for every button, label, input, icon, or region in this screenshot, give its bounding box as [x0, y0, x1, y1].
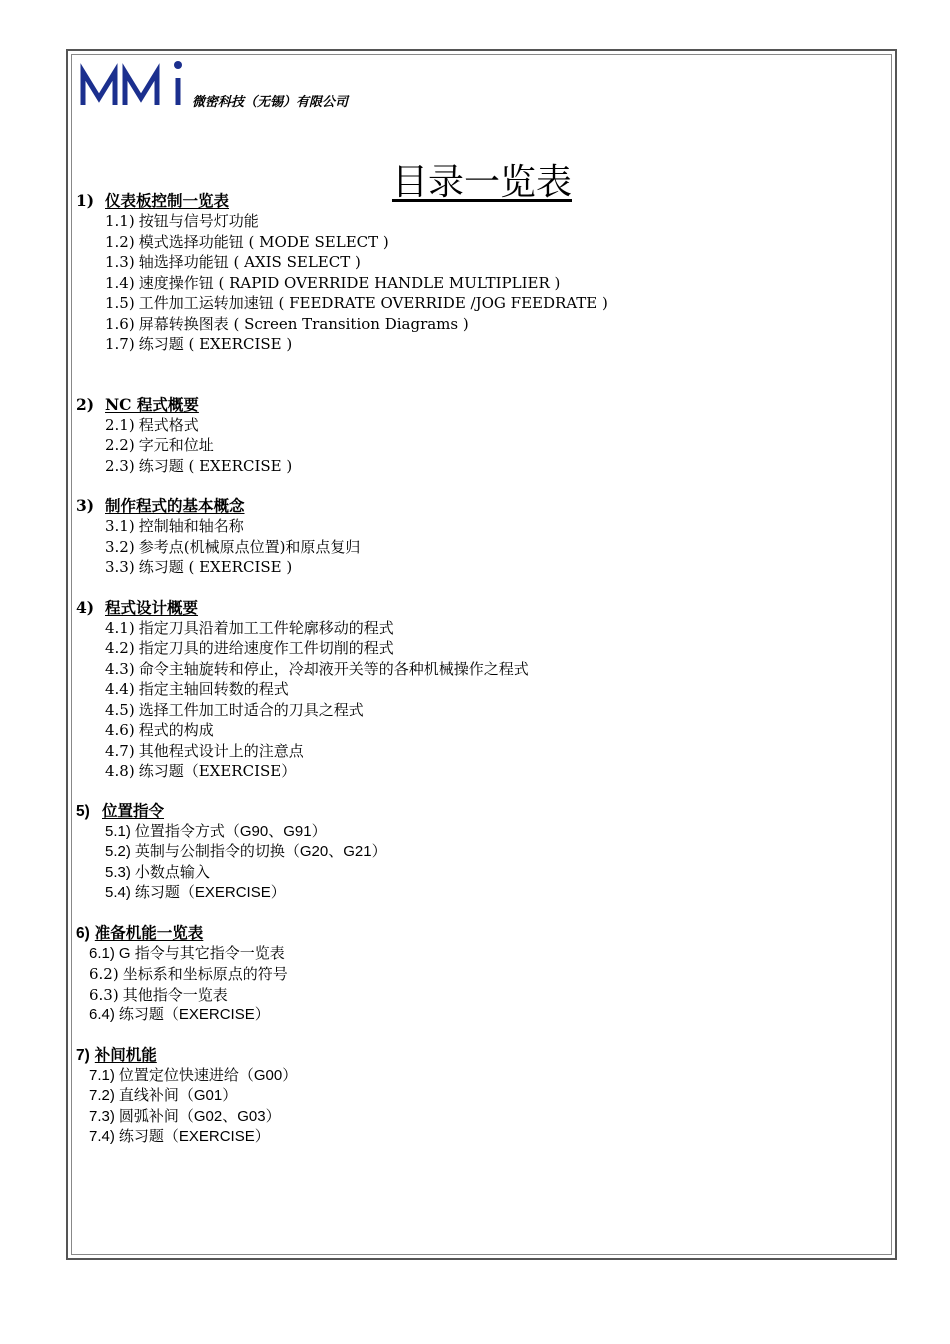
- toc-section: [76, 801, 876, 904]
- toc-item: [76, 618, 876, 639]
- item-number: 6.3): [89, 985, 119, 1004]
- toc-item: [76, 1005, 876, 1026]
- item-number: 1.4): [105, 273, 135, 292]
- toc-item: [76, 537, 876, 558]
- item-number: 3.1): [105, 517, 135, 535]
- toc-item: [76, 720, 876, 741]
- toc-item: [76, 435, 876, 456]
- item-text: 直线补间（G01）: [118, 1087, 238, 1104]
- toc-item: [76, 516, 876, 537]
- toc-item: [76, 964, 876, 985]
- table-of-contents: [76, 190, 876, 1148]
- section-title: 仪表板控制一览表: [105, 191, 230, 210]
- section-heading: [76, 495, 876, 516]
- section-number: 1): [76, 191, 95, 210]
- item-number: 4.6): [105, 721, 135, 739]
- item-text: 练习题（EXERCISE）: [118, 1128, 270, 1145]
- item-text: 小数点输入: [134, 863, 210, 881]
- item-number: 4.5): [105, 700, 135, 719]
- item-number: 4.8): [105, 762, 135, 780]
- toc-section: [76, 597, 876, 782]
- section-heading: [76, 801, 876, 822]
- item-number: 2.3): [105, 456, 135, 475]
- toc-item: [76, 944, 876, 965]
- section-number: 4): [76, 597, 95, 617]
- toc-item: [76, 557, 876, 578]
- item-text: 屏幕转换图表 ( Screen Transition Diagrams ): [138, 314, 469, 333]
- section-number: 3): [76, 496, 95, 515]
- item-number: 3.3): [105, 558, 135, 576]
- section-number: 7): [76, 1046, 90, 1064]
- item-number: 1.6): [105, 314, 135, 333]
- toc-item: [76, 863, 876, 884]
- item-number: 1.1): [105, 212, 135, 230]
- toc-section: [76, 495, 876, 578]
- item-number: 2.2): [105, 436, 135, 454]
- section-title: 程式设计概要: [105, 597, 199, 617]
- item-number: 7.3): [89, 1107, 115, 1125]
- toc-item: [76, 883, 876, 904]
- item-text: 工件加工运转加速钮 ( FEEDRATE OVERRIDE /JOG FEEDRATE ): [138, 294, 608, 312]
- section-heading: [76, 190, 876, 211]
- item-text: 参考点(机械原点位置)和原点复归: [138, 537, 361, 556]
- mmi-logo: [80, 58, 186, 110]
- item-number: 4.2): [105, 639, 135, 657]
- item-text: 练习题（EXERCISE）: [134, 884, 286, 901]
- section-number: 6): [76, 924, 90, 942]
- item-text: 轴选择功能钮 ( AXIS SELECT ): [138, 253, 361, 271]
- toc-item: [76, 1107, 876, 1128]
- item-text: 练习题 ( EXERCISE ): [138, 456, 293, 475]
- toc-item: [76, 334, 876, 355]
- item-text: 速度操作钮 ( RAPID OVERRIDE HANDLE MULTIPLIER ): [138, 273, 561, 292]
- item-number: 6.1): [89, 944, 115, 962]
- item-text: 英制与公制指令的切换（G20、G21）: [134, 843, 387, 860]
- item-number: 5.2): [105, 843, 131, 860]
- item-text: G 指令与其它指令一览表: [118, 944, 285, 962]
- section-heading: [76, 1045, 876, 1066]
- company-name: 微密科技（无锡）有限公司: [192, 95, 349, 110]
- toc-section: [76, 190, 876, 355]
- item-text: 练习题 ( EXERCISE ): [138, 558, 293, 576]
- toc-item: [76, 700, 876, 721]
- item-text: 坐标系和坐标原点的符号: [122, 965, 288, 983]
- item-text: 位置定位快速进给（G00）: [118, 1066, 298, 1084]
- item-text: 圆弧补间（G02、G03）: [118, 1107, 281, 1125]
- item-text: 模式选择功能钮 ( MODE SELECT ): [138, 232, 389, 251]
- toc-item: [76, 822, 876, 843]
- toc-item: [76, 415, 876, 436]
- item-number: 1.5): [105, 294, 135, 312]
- item-number: 7.4): [89, 1128, 115, 1145]
- item-text: 指定主轴回转数的程式: [138, 680, 289, 698]
- toc-item: [76, 273, 876, 294]
- item-number: 1.2): [105, 232, 135, 251]
- item-number: 4.3): [105, 659, 135, 678]
- item-text: 命令主轴旋转和停止，冷却液开关等的各种机械操作之程式: [138, 659, 529, 678]
- toc-item: [76, 314, 876, 335]
- item-number: 1.3): [105, 253, 135, 271]
- item-text: 按钮与信号灯功能: [138, 212, 259, 230]
- section-heading: [76, 923, 876, 944]
- item-number: 6.4): [89, 1006, 115, 1023]
- section-title: 准备机能一览表: [94, 924, 204, 942]
- item-number: 2.1): [105, 415, 135, 434]
- toc-item: [76, 232, 876, 253]
- document-title: 目录一览表: [391, 162, 572, 204]
- section-title: 补间机能: [94, 1046, 157, 1064]
- toc-item: [76, 741, 876, 762]
- toc-section: [76, 394, 876, 477]
- section-title: 位置指令: [102, 802, 165, 820]
- item-text: 位置指令方式（G90、G91）: [134, 822, 327, 840]
- toc-item: [76, 985, 876, 1006]
- toc-item: [76, 679, 876, 700]
- item-number: 3.2): [105, 537, 135, 556]
- item-number: 4.4): [105, 680, 135, 698]
- toc-item: [76, 211, 876, 232]
- item-text: 控制轴和轴名称: [138, 517, 244, 535]
- item-number: 7.2): [89, 1087, 115, 1104]
- item-number: 5.3): [105, 863, 131, 881]
- item-text: 其他程式设计上的注意点: [138, 741, 304, 760]
- toc-item: [76, 761, 876, 782]
- item-number: 5.1): [105, 822, 131, 840]
- section-title: 制作程式的基本概念: [105, 496, 245, 515]
- item-number: 4.7): [105, 741, 135, 760]
- item-text: 程式格式: [138, 415, 199, 434]
- item-text: 指定刀具沿着加工工件轮廓移动的程式: [138, 618, 394, 637]
- item-number: 7.1): [89, 1066, 115, 1084]
- toc-item: [76, 842, 876, 863]
- toc-item: [76, 1066, 876, 1087]
- toc-section: [76, 1045, 876, 1148]
- section-number: 2): [76, 394, 95, 414]
- section-title: NC 程式概要: [105, 394, 199, 414]
- item-text: 练习题（EXERCISE）: [138, 762, 297, 780]
- item-text: 练习题（EXERCISE）: [118, 1006, 270, 1023]
- item-text: 程式的构成: [138, 721, 214, 739]
- item-text: 其他指令一览表: [122, 985, 228, 1004]
- section-heading: [76, 394, 876, 415]
- toc-item: [76, 638, 876, 659]
- item-text: 指定刀具的进给速度作工件切削的程式: [138, 639, 394, 657]
- toc-item: [76, 659, 876, 680]
- section-number: 5): [76, 802, 90, 820]
- toc-section: [76, 923, 876, 1026]
- item-number: 4.1): [105, 618, 135, 637]
- item-number: 6.2): [89, 965, 119, 983]
- item-text: 选择工件加工时适合的刀具之程式: [138, 700, 364, 719]
- item-text: 练习题 ( EXERCISE ): [138, 335, 293, 353]
- section-heading: [76, 597, 876, 618]
- toc-item: [76, 252, 876, 273]
- item-number: 1.7): [105, 335, 135, 353]
- toc-item: [76, 1086, 876, 1107]
- item-number: 5.4): [105, 884, 131, 901]
- toc-item: [76, 293, 876, 314]
- item-text: 字元和位址: [138, 436, 214, 454]
- toc-item: [76, 456, 876, 477]
- toc-item: [76, 1127, 876, 1148]
